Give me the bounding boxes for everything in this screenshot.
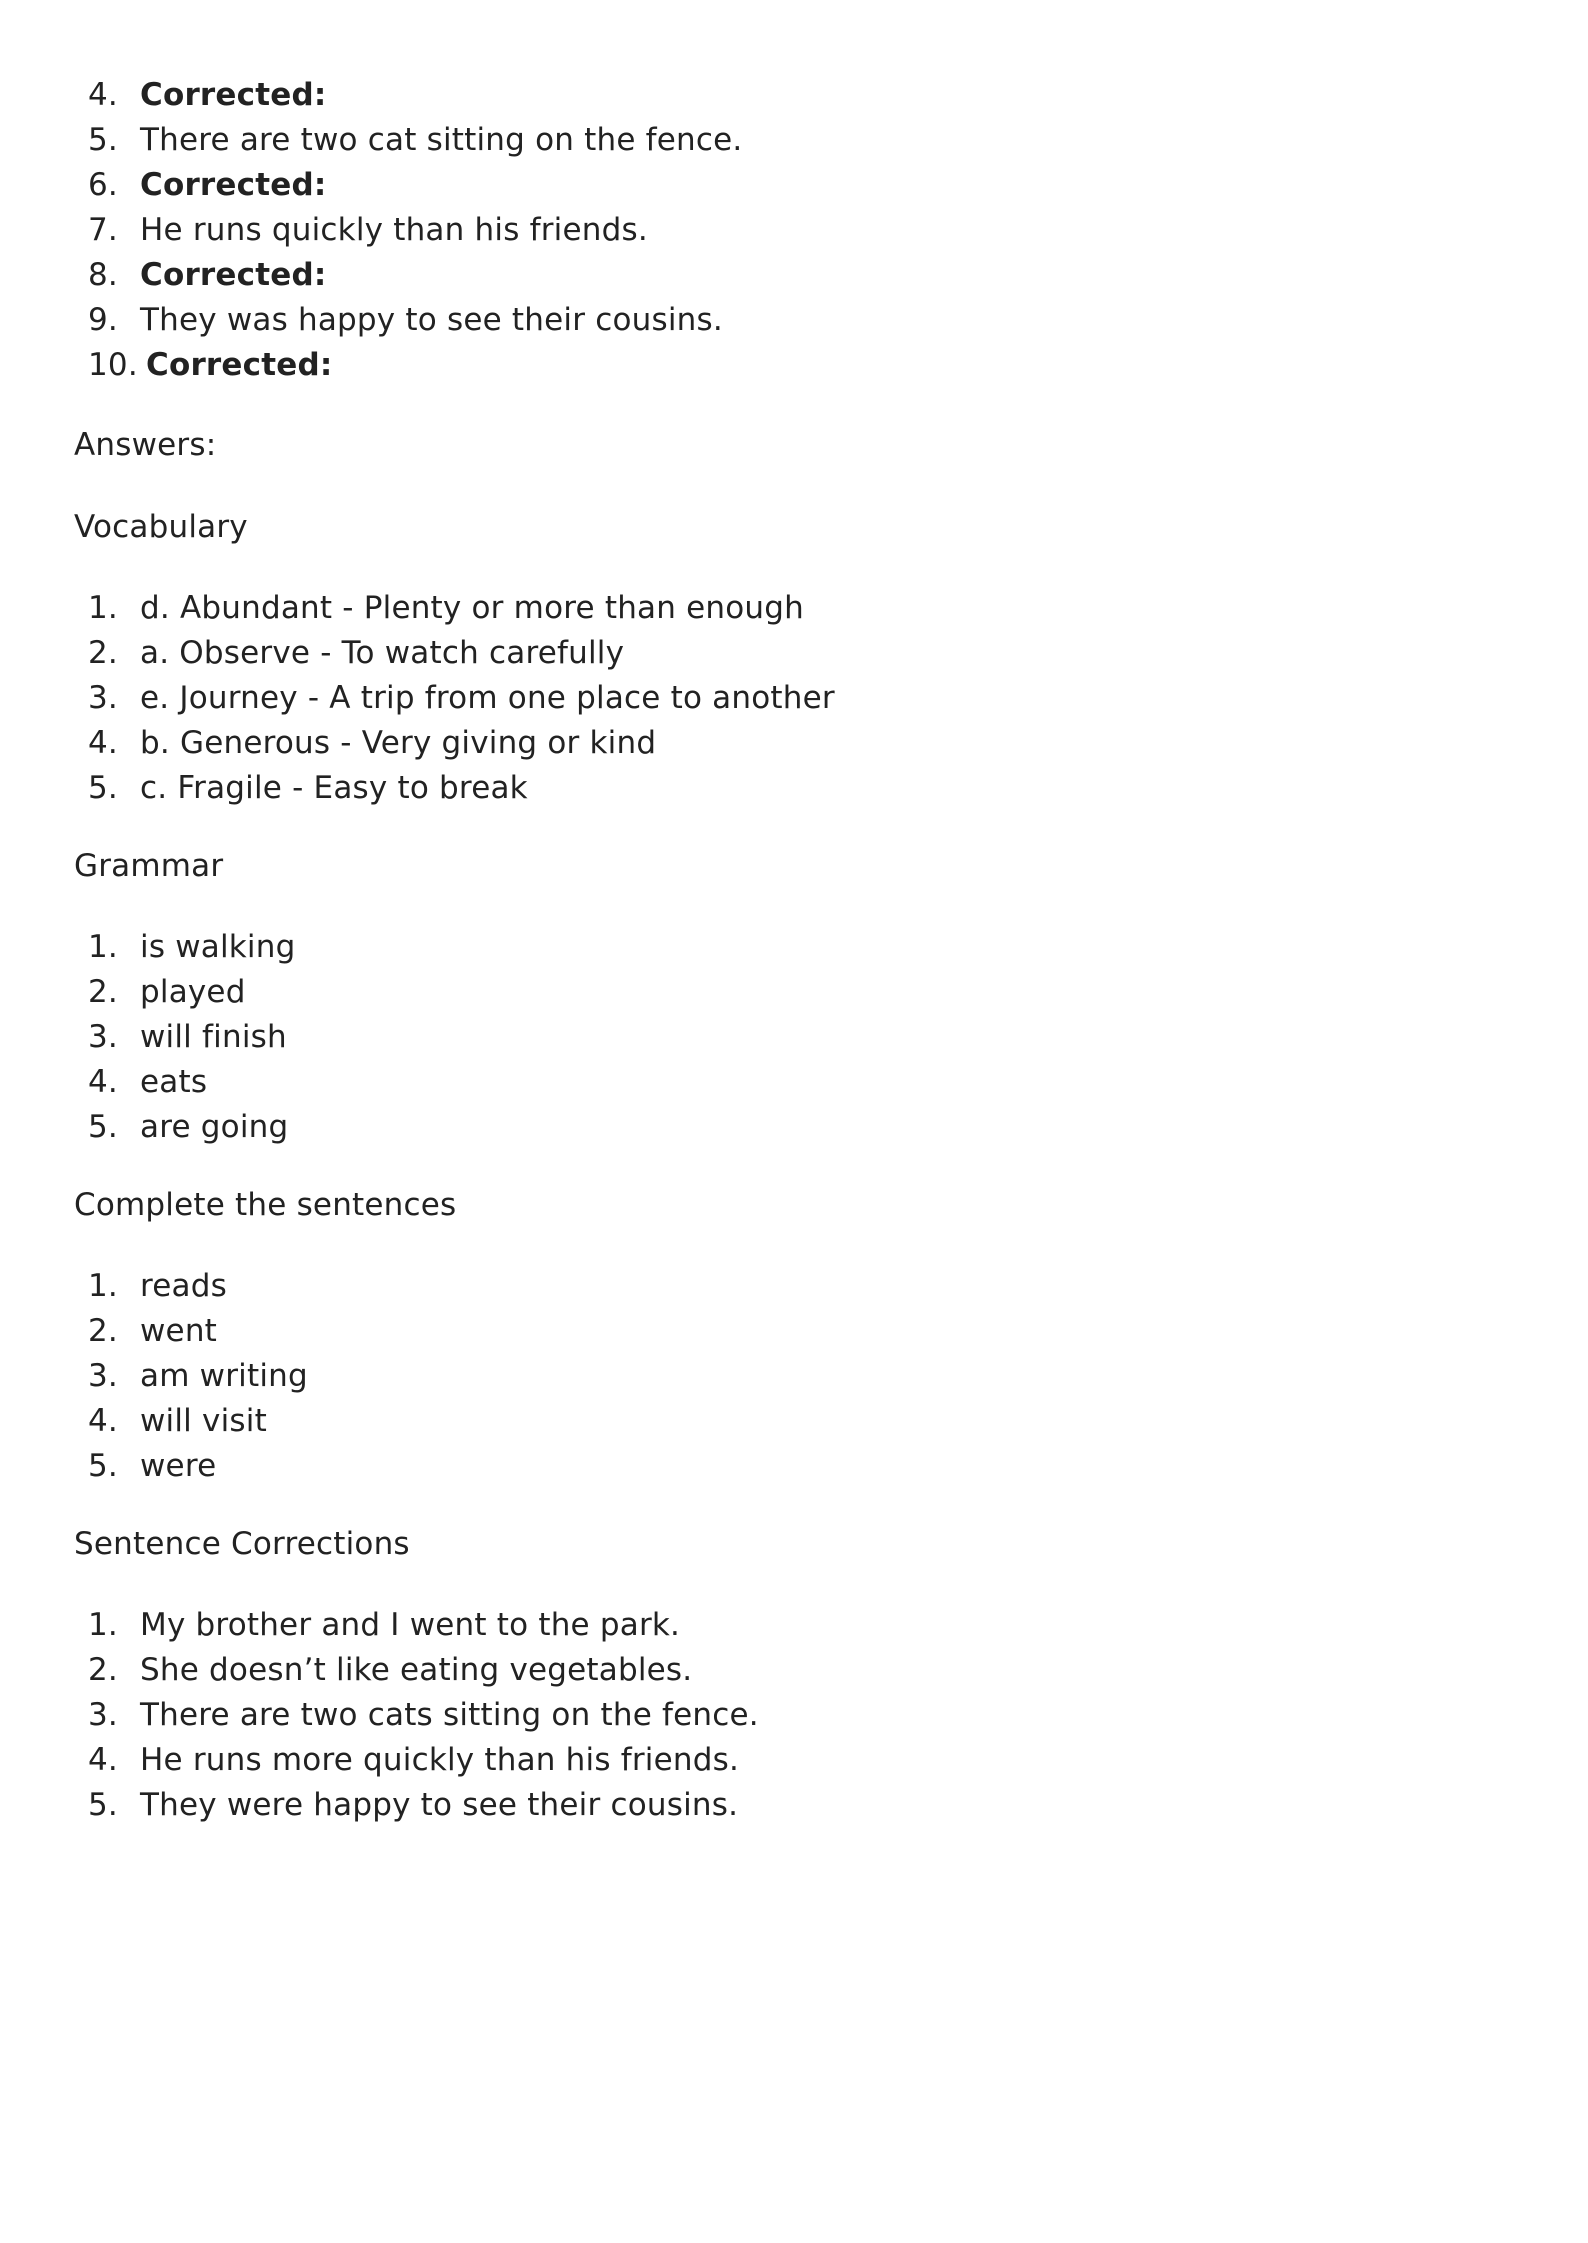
list-text: are going (140, 1109, 289, 1145)
list-number: 3. (88, 1697, 118, 1733)
list-number: 4. (88, 725, 118, 761)
list-number: 3. (88, 1019, 118, 1055)
list-number: 6. (88, 167, 118, 203)
list-number: 4. (88, 1742, 118, 1778)
list-text: will finish (140, 1019, 287, 1055)
list-text: is walking (140, 929, 296, 965)
list-text: She doesn’t like eating vegetables. (140, 1652, 693, 1688)
list-number: 5. (88, 1787, 118, 1823)
list-number: 9. (88, 302, 118, 338)
list-text: He runs quickly than his friends. (140, 212, 648, 248)
list-text: There are two cat sitting on the fence. (140, 122, 743, 158)
list-text: a. Observe - To watch carefully (140, 635, 625, 671)
list-number: 5. (88, 1109, 118, 1145)
list-number: 2. (88, 1313, 118, 1349)
list-number: 2. (88, 1652, 118, 1688)
list-number: 3. (88, 680, 118, 716)
list-text: am writing (140, 1358, 308, 1394)
list-text: reads (140, 1268, 227, 1304)
list-text: Corrected: (140, 77, 327, 113)
list-number: 4. (88, 1064, 118, 1100)
list-number: 10. (88, 347, 138, 383)
list-number: 3. (88, 1358, 118, 1394)
list-number: 1. (88, 929, 118, 965)
list-text: c. Fragile - Easy to break (140, 770, 528, 806)
grammar-heading: Grammar (74, 848, 224, 884)
list-text: Corrected: (140, 167, 327, 203)
list-text: e. Journey - A trip from one place to another (140, 680, 835, 716)
answers-heading: Answers: (74, 427, 217, 463)
list-text: They was happy to see their cousins. (140, 302, 723, 338)
list-text: My brother and I went to the park. (140, 1607, 681, 1643)
list-text: There are two cats sitting on the fence. (140, 1697, 759, 1733)
list-text: will visit (140, 1403, 267, 1439)
list-text: They were happy to see their cousins. (140, 1787, 739, 1823)
list-number: 2. (88, 635, 118, 671)
list-text: went (140, 1313, 218, 1349)
list-text: He runs more quickly than his friends. (140, 1742, 740, 1778)
list-number: 7. (88, 212, 118, 248)
list-text: b. Generous - Very giving or kind (140, 725, 657, 761)
list-text: eats (140, 1064, 208, 1100)
list-text: played (140, 974, 246, 1010)
vocabulary-heading: Vocabulary (74, 509, 248, 545)
list-number: 1. (88, 1607, 118, 1643)
list-text: Corrected: (140, 257, 327, 293)
list-number: 5. (88, 1448, 118, 1484)
list-number: 5. (88, 122, 118, 158)
list-number: 4. (88, 77, 118, 113)
list-number: 1. (88, 590, 118, 626)
list-number: 8. (88, 257, 118, 293)
list-text: were (140, 1448, 217, 1484)
list-number: 4. (88, 1403, 118, 1439)
list-text: Corrected: (146, 347, 333, 383)
complete-sentences-heading: Complete the sentences (74, 1187, 457, 1223)
list-text: d. Abundant - Plenty or more than enough (140, 590, 804, 626)
list-number: 1. (88, 1268, 118, 1304)
list-number: 5. (88, 770, 118, 806)
list-number: 2. (88, 974, 118, 1010)
sentence-corrections-heading: Sentence Corrections (74, 1526, 410, 1562)
